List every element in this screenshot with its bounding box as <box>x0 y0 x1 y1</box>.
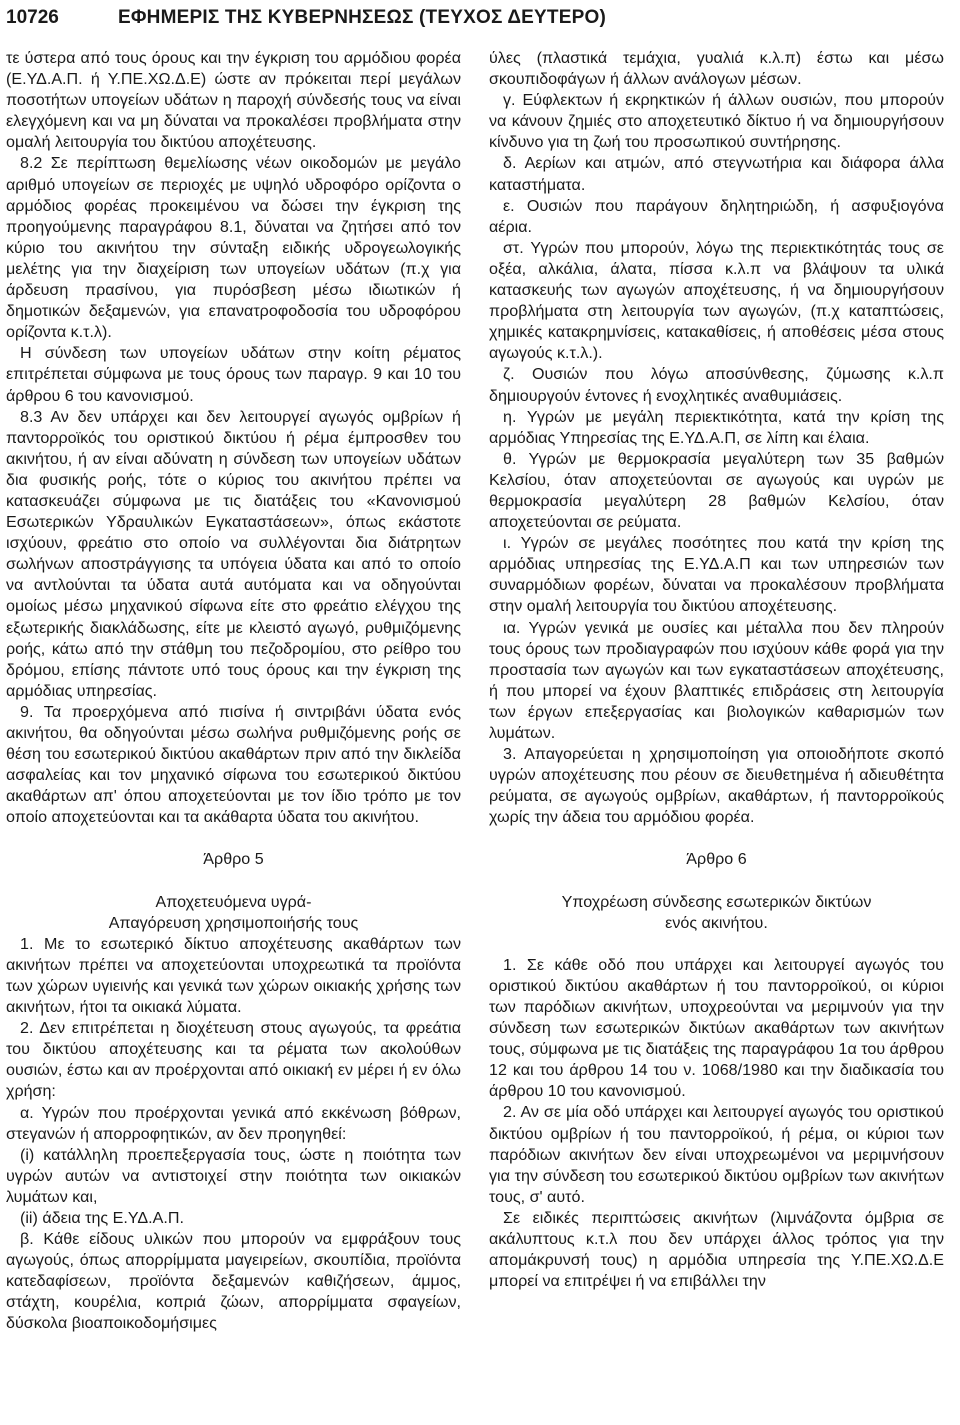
left-column <box>6 48 461 1335</box>
paragraph: Η σύνδεση των υπογείων υδάτων στην κοίτη ρέματος επιτρέπεται σύμφωνα με τους όρους των παραγρ. 9 και 10 του άρθρου 6 του κανονισμού. <box>6 344 461 405</box>
paragraph: 2. Δεν επιτρέπεται η διοχέτευση στους αγωγούς, τα φρεάτια του δικτύου αποχέτευσης και τα ρέματα των ακολούθων ουσιών, έστω και αν προέρχονται από οικιακή εν μέρει ή εν όλω χρήση: <box>6 1019 461 1101</box>
paragraph: τε ύστερα από τους όρους και την έγκριση του αρμόδιου φορέα (Ε.ΥΔ.Α.Π. ή Υ.ΠΕ.ΧΩ.Δ.Ε) ώστε αν πρόκειται περί μεγάλων ποσοτήτων υπογείων υδάτων η παροχή σύνδεσής τους να είναι ελεγχόμενη και να μη δύναται να προκαλέσει προβλήματα στην ομαλή λειτουργία του δικτύου αποχέτευσης. <box>6 49 461 152</box>
paragraph: ύλες (πλαστικά τεμάχια, γυαλιά κ.λ.π) έστω και μέσω σκουπιδοφάγων ή άλλων ανάλογων μέσων. <box>489 49 944 89</box>
paragraph: 1. Σε κάθε οδό που υπάρχει και λειτουργεί αγωγός του οριστικού δικτύου ακαθάρτων ή του παντορροϊκού, οι κύριοι των παρόδιων ακινήτων, υποχρεούνται να μεριμνούν για την σύνδεση των εσωτερικών δικτύων ακαθάρτων των ακινήτων τους, σύμφωνα με τις διατάξεις της παραγράφου 1α του άρθρου 12 και του άρθρου 14 του ν. 1068/1980 και την διαδικασία του άρθρου 10 του κανονισμού. <box>489 955 944 1101</box>
article-5-title: Άρθρο 5 <box>203 850 264 869</box>
spacer <box>489 828 944 849</box>
paragraph: 8.3 Αν δεν υπάρχει και δεν λειτουργεί αγωγός ομβρίων ή παντορροϊκός του οριστικού δικτύου ή ρέμα έμπροσθεν του ακινήτου, ή αν είναι αδύνατη η σύνδεση των υπογείων υδάτων δια φυσικής ροής, τότε ο κύριος του ακινήτου πρέπει να κατασκευάζει σύμφωνα με τις διατάξεις του «Κανονισμού Εσωτερικών Υδραυλικών Εγκαταστάσεων», όπως εκάστοτε ισχύουν, φρεάτιο στο οποίο να συλλέγονται δια διάτρητων σωλήνων αποστράγγισης τα υπόγεια ύδατα και από το οποίο να αντλούνται τα ύδατα αυτά αυτόματα και να οδηγούνται ομοίως μέσω μηχανικού σίφωνα είτε στο φρεάτιο ελέγχου της εξωτερικής διακλάδωσης, είτε με κλειστό αγωγό, ρυθμιζόμενης ροής, κάτω από την στάθμη του πεζοδρομίου, στο ρείθρο του δρόμου, επίσης πάντοτε υπό τους όρους και την έγκριση της αρμόδιας υπηρεσίας. <box>6 407 461 700</box>
paragraph: στ. Υγρών που μπορούν, λόγω της περιεκτικότητάς τους σε οξέα, αλκάλια, άλατα, πίσσα κ.λ.π να βλάψουν τα υλικά κατασκευής των αγωγών αποχέτευσης, ή να δημιουργήσουν προβλήματα στη λειτουργία των αγωγών, (π.χ καταπτώσεις, χημικές κατακρημνίσεις, κατακαθίσεις, ή αποθέσεις μέσα στους αγωγούς κ.τ.λ.). <box>489 238 944 363</box>
paragraph: 3. Απαγορεύεται η χρησιμοποίηση για οποιοδήποτε σκοπό υγρών αποχέτευσης που ρέουν σε διευθετημένα ή αδιευθέτητα ρεύματα, σε αγωγούς ομβρίων, ακαθάρτων, ή παντορροϊκούς χωρίς την άδεια του αρμόδιου φορέα. <box>489 745 944 827</box>
article-5-subtitle: Αποχετευόμενα υγρά- <box>155 892 312 911</box>
article-6-subtitle: Υποχρέωση σύνδεσης εσωτερικών δικτύων <box>561 892 872 911</box>
paragraph: ι. Υγρών σε μεγάλες ποσότητες που κατά την κρίση της αρμόδιας υπηρεσίας της Ε.ΥΔ.Α.Π και των υπηρεσιών των συναρμόδιων φορέων, δύναται να προκαλέσουν προβλήματα στην ομαλή λειτουργία του δικτύου αποχέτευσης. <box>489 534 944 616</box>
spacer <box>489 934 944 955</box>
paragraph: δ. Αερίων και ατμών, από στεγνωτήρια και διάφορα άλλα καταστήματα. <box>489 154 944 194</box>
article-6-subtitle: ενός ακινήτου. <box>665 913 768 932</box>
paragraph: 2. Αν σε μία οδό υπάρχει και λειτουργεί αγωγός του οριστικού δικτύου ομβρίων ή του παντορροϊκού, ή ρέμα, οι κύριοι των παρόδιων ακινήτων δεν είναι υποχρεωμένοι να μεριμνήσουν για την σύνδεση του εσωτερικού δικτύου ομβρίων των ακινήτων τους, σ' αυτό. <box>489 1103 944 1206</box>
paragraph: θ. Υγρών με θερμοκρασία μεγαλύτερη των 35 βαθμών Κελσίου, όταν αποχετεύονται σε αγωγούς και υγρών με θερμοκρασία μεγαλύτερη 28 βαθμών Κελσίου, όταν αποχετεύονται σε ρεύματα. <box>489 449 944 532</box>
paragraph: β. Κάθε είδους υλικών που μπορούν να εμφράξουν τους αγωγούς, όπως απορρίμματα μαγειρείων, σκουπίδια, προϊόντα κατεδαφίσεων, προϊόντα δεξαμενών καθιζήσεων, άμμος, στάχτη, κουρέλια, κοπριά ζώων, απορρίμματα σφαγείων, δύσκολα βιοαποικοδομήσιμες <box>6 1230 461 1333</box>
paragraph: η. Υγρών με μεγάλη περιεκτικότητα, κατά την κρίση της αρμόδιας Υπηρεσίας της Ε.ΥΔ.Α.Π, σε λίπη και έλαια. <box>489 407 944 447</box>
paragraph: (i) κατάλληλη προεπεξεργασία τους, ώστε η ποιότητα των υγρών αυτών να αντιστοιχεί στην ποιότητα των οικιακών λυμάτων και, <box>6 1145 461 1206</box>
paragraph: 9. Τα προερχόμενα από πισίνα ή σιντριβάνι ύδατα ενός ακινήτου, θα οδηγούνται μέσω σωλήνα ρυθμιζόμενης ροής σε θέση του εσωτερικού δικτύου ακαθάρτων πριν από την δικλείδα ασφαλείας και τον μηχανικό σίφωνα του εσωτερικού δικτύου ακαθάρτων απ' όπου αποχετεύονται με τον ίδιο τρόπο με τον οποίο αποχετεύονται και τα ακάθαρτα ύδατα του ακινήτου. <box>6 702 461 827</box>
page-number: 10726 <box>6 7 59 28</box>
paragraph: 1. Με το εσωτερικό δίκτυο αποχέτευσης ακαθάρτων των ακινήτων πρέπει να αποχετεύονται υποχρεωτικά τα προϊόντα των χώρων υγιεινής και γενικά των χώρων οικιακής χρήσης των ακινήτων, ήτοι τα οικιακά λύματα. <box>6 934 461 1017</box>
paragraph: ε. Ουσιών που παράγουν δηλητηριώδη, ή ασφυξιογόνα αέρια. <box>489 196 944 236</box>
spacer <box>489 871 944 892</box>
paragraph: ζ. Ουσιών που λόγω αποσύνθεσης, ζύμωσης κ.λ.π δημιουργούν έντονες ή ενοχλητικές αναθυμιάσεις. <box>489 365 944 405</box>
right-column <box>489 48 944 1292</box>
paragraph: γ. Εύφλεκτων ή εκρηκτικών ή άλλων ουσιών, που μπορούν να κάνουν ζημιές στο αποχετευτικό δίκτυο ή να δημιουργήσουν κίνδυνο για τη ζωή του προσωπικού συντήρησης. <box>489 91 944 152</box>
paragraph: α. Υγρών που προέρχονται γενικά από εκκένωση βόθρων, στεγανών ή απορροφητικών, αν δεν προηγηθεί: <box>6 1103 461 1143</box>
article-5-subtitle: Απαγόρευση χρησιμοποιήσής τους <box>108 913 359 932</box>
spacer <box>6 828 461 849</box>
paragraph: (ii) άδεια της Ε.ΥΔ.Α.Π. <box>20 1208 184 1227</box>
gazette-title: ΕΦΗΜΕΡΙΣ ΤΗΣ ΚΥΒΕΡΝΗΣΕΩΣ (ΤΕΥΧΟΣ ΔΕΥΤΕΡΟ) <box>118 7 606 28</box>
paragraph: ια. Υγρών γενικά με ουσίες και μέταλλα που δεν πληρούν τους όρους των προδιαγραφών που ισχύουν κάθε φορά για την προστασία των αγωγών και των εγκαταστάσεων αποχέτευσης, ή που μπορεί να έχουν βλαπτικές επιδράσεις στη λειτουργία των έργων επεξεργασίας και βιολογικών καθαρισμών των λυμάτων. <box>489 618 944 742</box>
paragraph: 8.2 Σε περίπτωση θεμελίωσης νέων οικοδομών με μεγάλο αριθμό υπογείων σε περιοχές με υψηλό υδροφόρο ορίζοντα ο αρμόδιος φορέας προκειμένου να δώσει την έγκριση της προηγούμενης παραγράφου 8.1, δύναται να ζητήσει από τον κύριο του ακινήτου την σύνταξη ειδικής υδρογεωλογικής μελέτης για την διαχείριση των υπογείων υδάτων (π.χ για άρδευση πρασίνου, για πυρόσβεση μέσω ιδιωτικών ή δημοτικών δεξαμενών, για επανατροφοδοσία του υδροφόρου ορίζοντα κ.τ.λ). <box>6 154 461 342</box>
page-header <box>6 6 954 30</box>
paragraph: Σε ειδικές περιπτώσεις ακινήτων (λιμνάζοντα όμβρια σε ακάλυπτους κ.τ.λ που δεν υπάρχει άλλος τρόπος για την απομάκρυνσή τους) η αρμόδια υπηρεσία της Υ.ΠΕ.ΧΩ.Δ.Ε μπορεί να επιτρέψει ή να επιβάλλει την <box>489 1208 944 1291</box>
article-6-title: Άρθρο 6 <box>686 850 747 869</box>
spacer <box>6 871 461 892</box>
